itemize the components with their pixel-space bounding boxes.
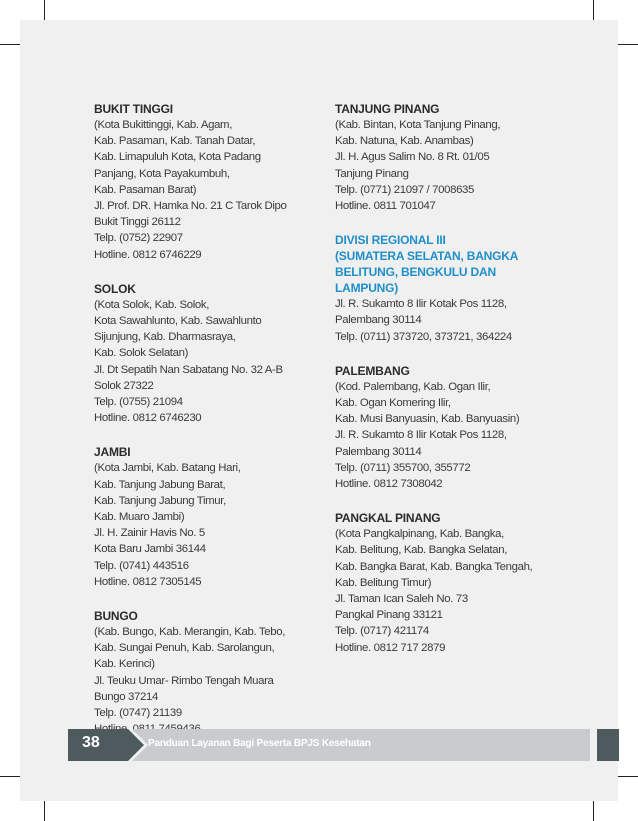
office-line: Telp. (0747) 21139 <box>94 707 182 720</box>
office-line: (Kota Solok, Kab. Solok, <box>94 298 210 311</box>
footer-title: Panduan Layanan Bagi Peserta BPJS Kesehatan <box>148 738 371 749</box>
office-line: Kab. Musi Banyuasin, Kab. Banyuasin) <box>335 413 520 426</box>
office-line: Panjang, Kota Payakumbuh, <box>94 167 230 180</box>
left-column <box>94 101 324 756</box>
office-line: Kota Sawahlunto, Kab. Sawahlunto <box>94 315 262 328</box>
office-line: Sijunjung, Kab. Dharmasraya, <box>94 331 236 344</box>
office-line: Hotline. 0812 7308042 <box>335 478 443 491</box>
office-line: Hotline. 0811 701047 <box>335 200 436 213</box>
region-title: DIVISI REGIONAL III <box>335 233 446 248</box>
office-line: Telp. (0711) 373720, 373721, 364224 <box>335 330 512 343</box>
office-title: PANGKAL PINANG <box>335 511 441 526</box>
office-entry-divisi-regional-iii <box>335 232 565 345</box>
office-line: Pangkal Pinang 33121 <box>335 609 443 622</box>
office-line: Kab. Limapuluh Kota, Kota Padang <box>94 151 261 164</box>
office-title: JAMBI <box>94 445 131 460</box>
page-number: 38 <box>82 734 100 751</box>
crop-mark <box>593 0 594 20</box>
office-line: Solok 27322 <box>94 379 154 392</box>
office-line: (Kab. Bungo, Kab. Merangin, Kab. Tebo, <box>94 626 286 639</box>
office-entry-palembang <box>335 363 565 492</box>
office-line: Jl. Dt Sepatih Nan Sabatang No. 32 A-B <box>94 363 283 376</box>
office-entry-pangkal-pinang <box>335 510 565 656</box>
office-line: Kab. Pasaman, Kab. Tanah Datar, <box>94 135 256 148</box>
office-line: Telp. (0717) 421174 <box>335 625 429 638</box>
office-line: (Kota Jambi, Kab. Batang Hari, <box>94 462 241 475</box>
office-line: Jl. Teuku Umar- Rimbo Tengah Muara <box>94 674 274 687</box>
office-line: Telp. (0755) 21094 <box>94 396 183 409</box>
office-line: Kab. Kerinci) <box>94 658 155 671</box>
office-line: (Kod. Palembang, Kab. Ogan Ilir, <box>335 380 491 393</box>
office-line: (Kota Pangkalpinang, Kab. Bangka, <box>335 528 504 541</box>
office-line: Hotline. 0812 7305145 <box>94 575 202 588</box>
office-title: SOLOK <box>94 281 136 296</box>
office-line: Kab. Sungai Penuh, Kab. Sarolangun, <box>94 642 275 655</box>
right-column <box>335 101 565 674</box>
region-title-line: LAMPUNG) <box>335 281 399 296</box>
chevron-right-icon <box>128 729 144 761</box>
office-line: Jl. H. Agus Salim No. 8 Rt. 01/05 <box>335 151 490 164</box>
office-line: Kab. Tanjung Jabung Timur, <box>94 494 226 507</box>
office-line: Tanjung Pinang <box>335 167 409 180</box>
office-line: Kab. Belitung, Kab. Bangka Selatan, <box>335 544 508 557</box>
office-line: Kab. Belitung Timur) <box>335 576 432 589</box>
office-line: Jl. R. Sukamto 8 Ilir Kotak Pos 1128, <box>335 298 507 311</box>
crop-mark <box>618 776 638 777</box>
office-line: Kab. Pasaman Barat) <box>94 183 197 196</box>
office-line: Bukit Tinggi 26112 <box>94 216 181 229</box>
office-line: Telp. (0711) 355700, 355772 <box>335 461 471 474</box>
office-line: Telp. (0771) 21097 / 7008635 <box>335 183 475 196</box>
office-line: Kab. Natuna, Kab. Anambas) <box>335 135 474 148</box>
office-title: BUNGO <box>94 609 138 624</box>
office-entry-solok <box>94 281 324 427</box>
office-line: Jl. Prof. DR. Hamka No. 21 C Tarok Dipo <box>94 200 287 213</box>
side-tab <box>597 729 619 761</box>
office-line: Telp. (0752) 22907 <box>94 232 183 245</box>
crop-mark <box>44 0 45 20</box>
region-title-line: (SUMATERA SELATAN, BANGKA <box>335 249 519 264</box>
office-title: TANJUNG PINANG <box>335 102 440 116</box>
office-line: (Kota Bukittinggi, Kab. Agam, <box>94 119 233 131</box>
office-line: Palembang 30114 <box>335 445 422 458</box>
region-title-line: BELITUNG, BENGKULU DAN <box>335 265 496 280</box>
office-line: Hotline. 0812 717 2879 <box>335 641 446 654</box>
office-entry-bukit-tinggi <box>94 101 324 263</box>
office-title: BUKIT TINGGI <box>94 102 173 116</box>
crop-mark <box>593 801 594 821</box>
office-line: Kab. Solok Selatan) <box>94 347 189 360</box>
office-title: PALEMBANG <box>335 363 410 378</box>
office-entry-jambi <box>94 444 324 590</box>
office-entry-bungo <box>94 608 324 737</box>
office-line: Kota Baru Jambi 36144 <box>94 543 206 556</box>
office-line: Kab. Tanjung Jabung Barat, <box>94 478 226 491</box>
office-entry-tanjung-pinang <box>335 101 565 214</box>
office-line: Hotline. 0812 6746230 <box>94 412 202 425</box>
office-line: Bungo 37214 <box>94 690 158 703</box>
crop-mark <box>0 776 20 777</box>
office-line: Kab. Bangka Barat, Kab. Bangka Tengah, <box>335 560 533 573</box>
office-line: Kab. Muaro Jambi) <box>94 511 185 524</box>
office-line: Palembang 30114 <box>335 314 422 327</box>
office-line: (Kab. Bintan, Kota Tanjung Pinang, <box>335 119 501 131</box>
office-line: Jl. H. Zainir Havis No. 5 <box>94 527 205 540</box>
office-line: Kab. Ogan Komering Ilir, <box>335 397 451 410</box>
crop-mark <box>44 801 45 821</box>
page-footer <box>68 729 590 761</box>
office-line: Telp. (0741) 443516 <box>94 559 189 572</box>
office-line: Jl. Taman Ican Saleh No. 73 <box>335 593 468 606</box>
office-line: Hotline. 0812 6746229 <box>94 248 202 261</box>
office-line: Jl. R. Sukamto 8 Ilir Kotak Pos 1128, <box>335 429 507 442</box>
crop-mark <box>0 44 20 45</box>
crop-mark <box>618 44 638 45</box>
